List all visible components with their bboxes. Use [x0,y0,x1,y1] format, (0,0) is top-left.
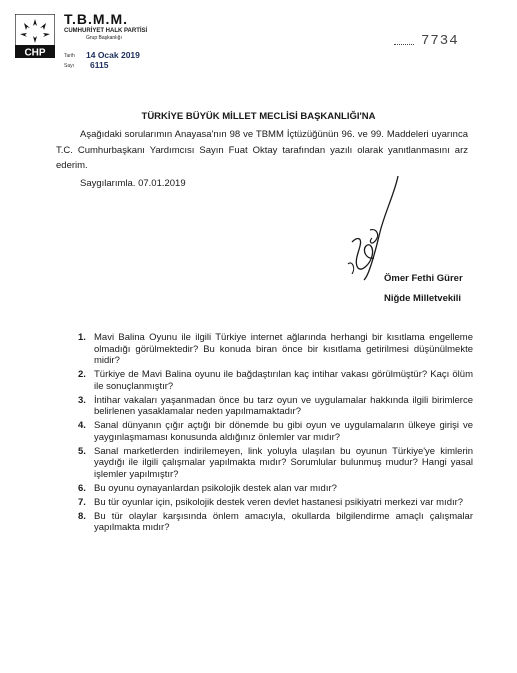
institution-title: T.B.M.M. [64,11,128,27]
question-text: Bu oyunu oynayanlardan psikolojik destek alan var mıdır? [94,482,337,494]
chp-logo [15,14,55,58]
question-item [78,332,473,367]
letter-body-text: Aşağıdaki sorularımın Anayasa'nın 98 ve TBMM İçtüzüğünün 96. ve 99. Maddeleri uyarınca T.C. Cumhurbaşkanı Yardımcısı Sayın Fuat Oktay tarafından yazılı olarak yanıtlanmasını arz ederim. [56,129,468,171]
registration-number: 7734 [421,33,459,49]
question-item [78,446,473,481]
question-number: 7. [78,496,86,508]
number-row [64,60,109,70]
question-list [78,332,473,536]
registration-dots [394,44,414,45]
question-text: Sanal marketlerden indirilemeyen, link yoluyla ulaşılan bu oyunun Türkiye'ye kimlerin yaydığı ile ilgili çalışmalar yapılmakta mıdır? Sorumlular bulunmuş mudur? Hangi yasal işlemler yapılmıştır? [94,445,473,480]
party-name: CUMHURİYET HALK PARTİSİ [64,28,148,34]
question-text: Türkiye de Mavi Balina oyunu ile bağdaştırılan kaç intihar vakası görülmüştür? Kaçı ölüm ile sonuçlanmıştır? [94,369,473,392]
question-number: 8. [78,510,86,522]
number-value: 6115 [90,60,109,70]
question-number: 3. [78,394,86,406]
question-number: 4. [78,420,86,431]
logo-text: CHP [24,47,46,58]
date-row [64,50,140,60]
date-label: Tarih [64,53,75,59]
question-item [78,420,473,443]
question-number: 1. [78,332,86,343]
addressee: TÜRKİYE BÜYÜK MİLLET MECLİSİ BAŞKANLIĞI'NA [141,111,376,122]
question-text: Bu tür olaylar karşısında önlem amacıyla, okullarda bilgilendirme amaçlı çalışmalar yapılmakta mıdır? [94,510,473,533]
institution-block [64,11,174,41]
question-item [78,483,473,495]
signer-title: Niğde Milletvekili [384,293,462,304]
letter-body [56,127,468,174]
question-number: 5. [78,445,86,457]
handwritten-signature [340,172,410,282]
question-text: Bu tür oyunlar için, psikolojik destek veren devlet hastanesi psikiyatri merkezi var mıdır? [94,496,464,508]
question-text: Sanal dünyanın çığır açtığı bir dönemde bu gibi oyun ve uygulamaların ülkeye girişi ve yaygınlaşmaması konusunda aldığınız önlemler var mıdır? [94,420,473,443]
question-text: Mavi Balina Oyunu ile ilgili Türkiye internet ağlarında herhangi bir kısıtlama engelleme olmadığı görülmektedir? Bu konuda biran önce bir kısıtlama getirilmesi düşünülmekte midir? [94,332,473,366]
question-item [78,369,473,392]
question-item [78,497,473,509]
question-number: 6. [78,482,86,494]
greeting: Saygılarımla. 07.01.2019 [80,178,186,189]
group-name: Grup Başkanlığı [86,35,122,41]
question-item [78,395,473,418]
question-number: 2. [78,369,86,380]
date-value: 14 Ocak 2019 [86,50,140,60]
number-label: Sayı [64,63,75,69]
question-item [78,511,473,534]
question-text: İntihar vakaları yaşanmadan önce bu tarz oyun ve uygulamalar hakkında ilgili birimlerce belirlenen yasaklamalar neden yapılmamaktadır? [94,394,473,417]
signer-name: Ömer Fethi Gürer [384,273,463,284]
